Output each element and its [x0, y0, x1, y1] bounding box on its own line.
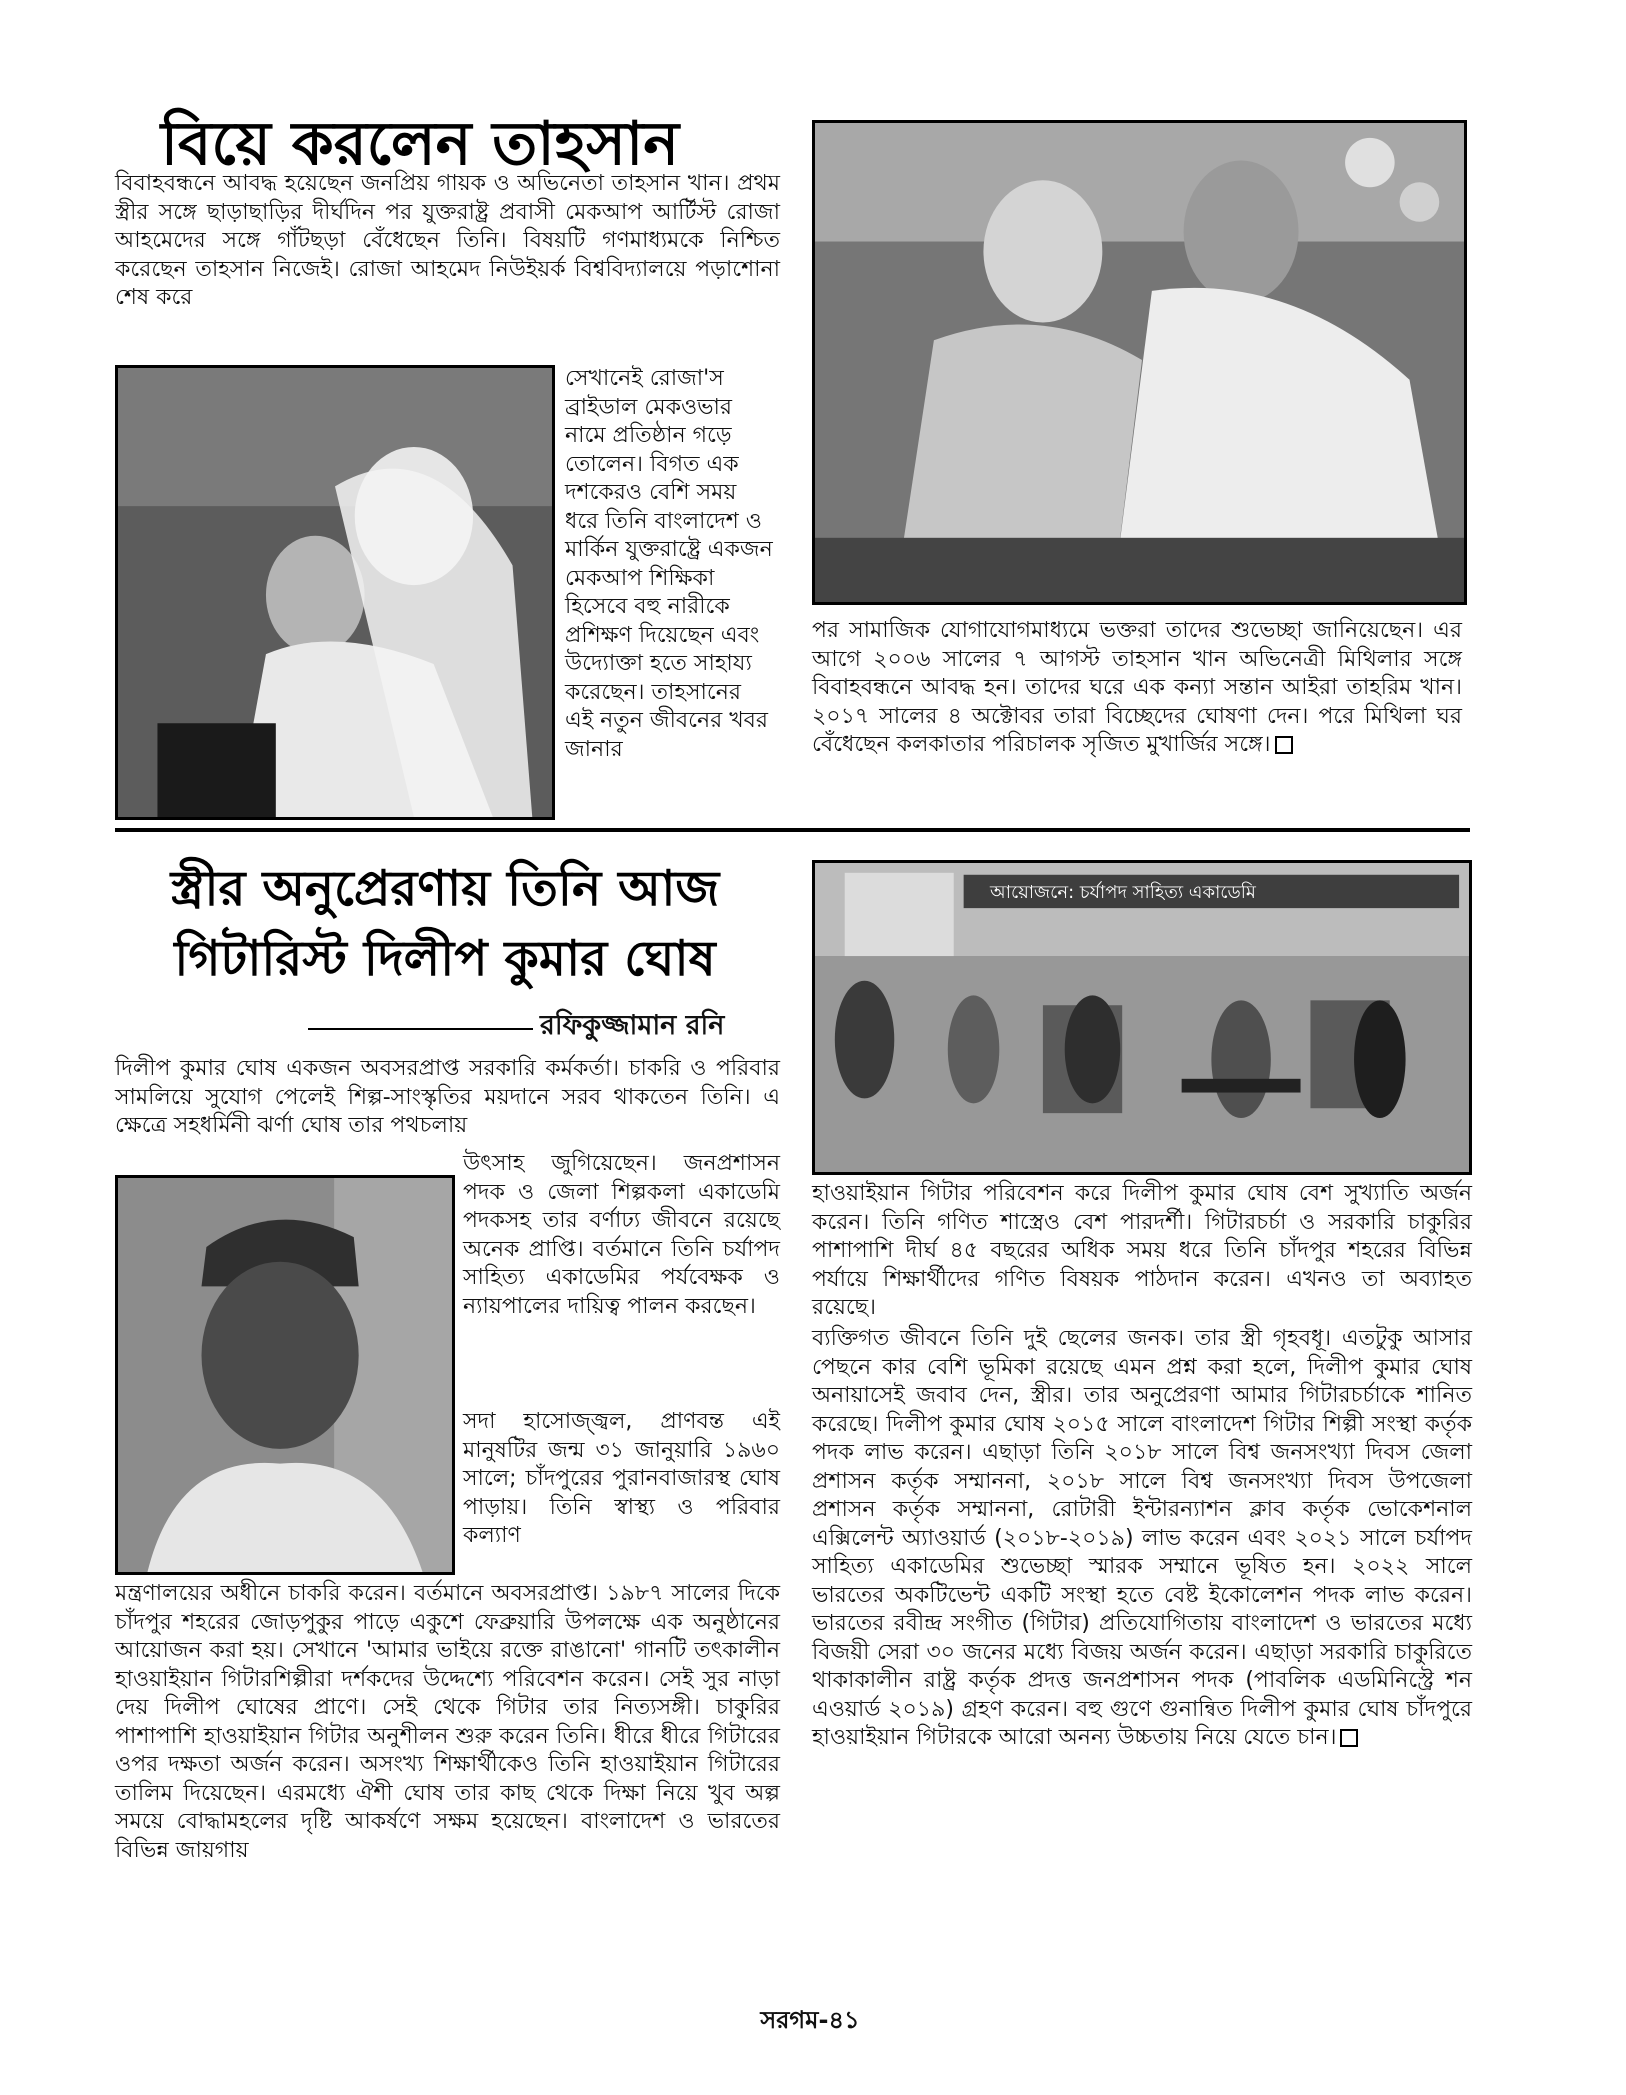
article1-photo-couple-studio	[115, 365, 555, 820]
article2-stage-photo	[812, 860, 1472, 1175]
article2-portrait-photo	[115, 1175, 455, 1575]
article1-photo-couple-wedding	[812, 120, 1467, 605]
byline: রফিকুজ্জামান রনি	[540, 1010, 725, 1041]
article2-right-column-2	[812, 1325, 1472, 1753]
article2-side-column-2: সদা হাসোজ্জ্বল, প্রাণবন্ত এই মানুষটির জন্ম ৩১ জানুয়ারি ১৯৬০ সালে; চাঁদপুরের পুরানবাজারস্থ ঘোষ পাড়ায়। তিনি স্বাস্থ্য ও পরিবার কল্যাণ	[463, 1409, 780, 1548]
stage-banner-text: আয়োজনে: চর্যাপদ সাহিত্য একাডেমি	[990, 882, 1256, 903]
article1-side-column: সেখানেই রোজা'স ব্রাইডাল মেকওভার নামে প্রতিষ্ঠান গড়ে তোলেন। বিগত এক দশকেরও বেশি সময় ধরে তিনি বাংলাদেশ ও মার্কিন যুক্তরাষ্ট্রে একজন মেকআপ শিক্ষিকা হিসেবে বহু নারীকে প্রশিক্ষণ দিয়েছেন এবং উদ্যোক্তা হতে সাহায্য করেছেন। তাহসানের এই নতুন জীবনের খবর জানার	[565, 366, 773, 762]
article2-title-line1: স্ত্রীর অনুপ্রেরণায় তিনি আজ	[170, 859, 720, 917]
article2-right-text-2: ব্যক্তিগত জীবনে তিনি দুই ছেলের জনক। তার স্ত্রী গৃহবধূ। এতটুকু আসার পেছনে কার বেশি ভূমিকা রয়েছে এমন প্রশ্ন করা হলে, দিলীপ কুমার ঘোষ অনায়াসেই জবাব দেন, স্ত্রীর। তার অনুপ্রেরণা আমার গিটারচর্চাকে শানিত করেছে। দিলীপ কুমার ঘোষ ২০১৫ সালে বাংলাদেশ গিটার শিল্পী সংস্থা কর্তৃক পদক লাভ করেন। এছাড়া তিনি ২০১৮ সালে বিশ্ব জনসংখ্যা দিবস জেলা প্রশাসন কর্তৃক সম্মাননা, ২০১৮ সালে বিশ্ব জনসংখ্যা দিবস উপজেলা প্রশাসন কর্তৃক সম্মাননা, রোটারী ইন্টারন্যাশন ক্লাব কর্তৃক ভোকেশনাল এক্সিলেন্ট অ্যাওয়ার্ড (২০১৮-২০১৯) লাভ করেন এবং ২০২১ সালে চর্যাপদ সাহিত্য একাডেমির শুভেচ্ছা স্মারক সম্মানে ভূষিত হন। ২০২২ সালে ভারতের অকটিভেন্ট একটি সংস্থা হতে বেষ্ট ইকোলেশন পদক লাভ করেন। ভারতের রবীন্দ্র সংগীত (গিটার) প্রতিযোগিতায় বাংলাদেশ ও ভারতের মধ্যে বিজয়ী সেরা ৩০ জনের মধ্যে বিজয় অর্জন করেন। এছাড়া সরকারি চাকুরিতে থাকাকালীন রাষ্ট্র কর্তৃক প্রদত্ত জনপ্রশাসন পদক (পাবলিক এডমিনিস্ট্রে শন এওয়ার্ড ২০১৯) গ্রহণ করেন। বহু গুণে গুনান্বিত দিলীপ কুমার ঘোষ চাঁদপুরে হাওয়াইয়ান গিটারকে আরো অনন্য উচ্চতায় নিয়ে যেতে চান।	[812, 1326, 1472, 1750]
page-number: সরগম-৪১	[760, 2006, 860, 2034]
article1-intro: বিবাহবন্ধনে আবদ্ধ হয়েছেন জনপ্রিয় গায়ক ও অভিনেতা তাহসান খান। প্রথম স্ত্রীর সঙ্গে ছাড়াছাড়ির দীর্ঘদিন পর যুক্তরাষ্ট্র প্রবাসী মেকআপ আর্টিস্ট রোজা আহমেদের সঙ্গে গাঁটছড়া বেঁধেছেন তিনি। বিষয়টি গণমাধ্যমকে নিশ্চিত করেছেন তাহসান নিজেই। রোজা আহমেদ নিউইয়র্ক বিশ্ববিদ্যালয়ে পড়াশোনা শেষ করে	[115, 171, 780, 310]
end-mark-icon-2	[1340, 1729, 1358, 1747]
byline-rule	[308, 1028, 533, 1030]
article1-title: বিয়ে করলেন তাহসান	[160, 109, 680, 179]
end-mark-icon	[1275, 736, 1293, 754]
article2-side-column-1: উৎসাহ জুগিয়েছেন। জনপ্রশাসন পদক ও জেলা শিল্পকলা একাডেমি পদকসহ তার বর্ণাঢ্য জীবনে রয়েছে অনেক প্রাপ্তি। বর্তমানে তিনি চর্যাপদ সাহিত্য একাডেমির পর্যবেক্ষক ও ন্যায়পালের দায়িত্ব পালন করছেন।	[463, 1151, 780, 1319]
article2-right-column-1: হাওয়াইয়ান গিটার পরিবেশন করে দিলীপ কুমার ঘোষ বেশ সুখ্যাতি অর্জন করেন। তিনি গণিত শাস্ত্রেও বেশ পারদর্শী। গিটারচর্চা ও সরকারি চাকুরির পাশাপাশি দীর্ঘ ৪৫ বছরের অধিক সময় ধরে তিনি চাঁদপুর শহরের বিভিন্ন পর্যায়ে শিক্ষার্থীদের গণিত বিষয়ক পাঠদান করেন। এখনও তা অব্যাহত রয়েছে।	[812, 1181, 1472, 1320]
article2-intro: দিলীপ কুমার ঘোষ একজন অবসরপ্রাপ্ত সরকারি কর্মকর্তা। চাকরি ও পরিবার সামলিয়ে সুযোগ পেলেই শিল্প-সাংস্কৃতির ময়দানে সরব থাকতেন তিনি। এ ক্ষেত্রে সহধর্মিনী ঝর্ণা ঘোষ তার পথচলায়	[115, 1056, 780, 1138]
article2-bottom-column: মন্ত্রণালয়ের অধীনে চাকরি করেন। বর্তমানে অবসরপ্রাপ্ত। ১৯৮৭ সালের দিকে চাঁদপুর শহরের জোড়পুকুর পাড়ে একুশে ফেব্রুয়ারি উপলক্ষে এক অনুষ্ঠানের আয়োজন করা হয়। সেখানে 'আমার ভাইয়ে রক্তে রাঙানো' গানটি তৎকালীন হাওয়াইয়ান গিটারশিল্পীরা দর্শকদের উদ্দেশ্যে পরিবেশন করেন। সেই সুর নাড়া দেয় দিলীপ ঘোষের প্রাণে। সেই থেকে গিটার তার নিত্যসঙ্গী। চাকুরির পাশাপাশি হাওয়াইয়ান গিটার অনুশীলন শুরু করেন তিনি। ধীরে ধীরে গিটারের ওপর দক্ষতা অর্জন করেন। অসংখ্য শিক্ষার্থীকেও তিনি হাওয়াইয়ান গিটারের তালিম দিয়েছেন। এরমধ্যে ঐশী ঘোষ তার কাছ থেকে দিক্ষা নিয়ে খুব অল্প সময়ে বোদ্ধামহলের দৃষ্টি আকর্ষণে সক্ষম হয়েছেন। বাংলাদেশ ও ভারতের বিভিন্ন জায়গায়	[115, 1581, 780, 1863]
section-divider	[115, 828, 1470, 832]
article2-title-line2: গিটারিস্ট দিলীপ কুমার ঘোষ	[174, 929, 716, 987]
article1-right-text: পর সামাজিক যোগাযোগমাধ্যমে ভক্তরা তাদের শুভেচ্ছা জানিয়েছেন। এর আগে ২০০৬ সালের ৭ আগস্ট তাহসান খান অভিনেত্রী মিথিলার সঙ্গে বিবাহবন্ধনে আবদ্ধ হন। তাদের ঘরে এক কন্যা সন্তান আইরা তাহরিম খান। ২০১৭ সালের ৪ অক্টোবর তারা বিচ্ছেদের ঘোষণা দেন। পরে মিথিলা ঘর বেঁধেছেন কলকাতার পরিচালক সৃজিত মুখার্জির সঙ্গে।	[812, 618, 1462, 757]
article1-right-column	[812, 617, 1462, 760]
